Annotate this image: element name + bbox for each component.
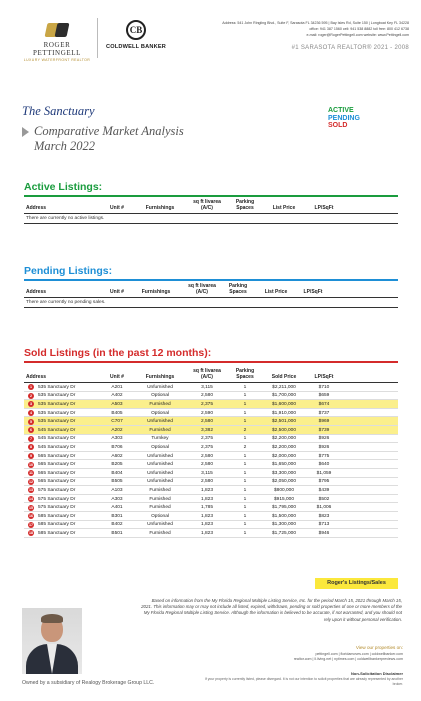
cell-sqft: 1,785 [200, 505, 213, 511]
table-row [24, 400, 398, 409]
col-furnishings: Furnishings [145, 373, 175, 380]
cell-unit: B205 [111, 462, 123, 468]
cell-parking: 1 [243, 470, 247, 476]
cell-parking: 2 [243, 444, 247, 450]
col-address: Address [26, 373, 47, 380]
table-row [24, 409, 398, 418]
cell-furnishings: Unfurnished [147, 522, 173, 528]
cell-unit: B405 [111, 410, 123, 416]
cell-furnishings: Furnished [149, 401, 171, 407]
active-heading: Active Listings: [24, 181, 103, 193]
table-header [24, 199, 398, 214]
col-sqft: sq ft livarea (A/C) [188, 283, 216, 295]
pending-table [24, 283, 398, 308]
table-row [24, 503, 398, 512]
cell-address: 545 Sanctuary Dr [38, 427, 76, 433]
cell-unit: B404 [111, 470, 123, 476]
col-parking: Parking Spaces [235, 199, 255, 211]
cell-unit: A503 [111, 401, 123, 407]
cell-lpsqft: $739 [318, 427, 330, 433]
cell-parking: 1 [243, 419, 247, 425]
table-row [24, 426, 398, 435]
cb-name: COLDWELL BANKER [105, 44, 167, 50]
brand-name: ROGER PETTINGELL [33, 41, 81, 57]
cell-sqft: 2,580 [200, 462, 213, 468]
cell-sqft: 2,580 [200, 479, 213, 485]
table-row [24, 443, 398, 452]
sold-rows [24, 383, 398, 538]
cell-parking: 1 [243, 410, 247, 416]
pending-empty-message: There are currently no pending sales. [24, 298, 398, 308]
cell-lpsqft: $439 [318, 487, 330, 493]
cell-parking: 1 [243, 384, 247, 390]
table-header [24, 367, 398, 383]
table-row [24, 486, 398, 495]
cell-parking: 1 [243, 505, 247, 511]
cell-sqft: 3,115 [201, 470, 213, 476]
cell-lpsqft: $1,006 [316, 505, 332, 511]
cell-parking: 1 [243, 487, 247, 493]
cell-furnishings: Unfurnished [147, 462, 173, 468]
row-number-badge: 13 [29, 488, 33, 493]
cell-parking: 1 [243, 479, 247, 485]
cell-unit: B301 [111, 513, 123, 519]
cell-furnishings: Furnished [149, 487, 171, 493]
cell-sqft: 2,375 [200, 444, 213, 450]
col-furnishings: Furnishings [145, 204, 175, 211]
cell-furnishings: Turnkey [151, 436, 169, 442]
col-lpsqft: LP/SqFt [314, 373, 334, 380]
col-unit: Unit # [110, 288, 124, 295]
col-price: Sold Price [271, 373, 297, 380]
non-solicitation-text: If your property is currently listed, please disregard. It is not our intention to solicit properties that are already represented by another broker. [204, 677, 403, 686]
roger-pettingell-logo [22, 22, 92, 62]
cell-parking: 1 [243, 530, 247, 536]
cell-address: 575 Sanctuary Dr [38, 505, 76, 511]
col-parking: Parking Spaces [228, 283, 248, 295]
report-type: Comparative Market Analysis [34, 124, 184, 138]
contact-phone: office: 941 387 1560 cell: 941 538 8882 toll free: 800 412 6738 [309, 27, 409, 31]
cell-sold-price: $1,650,000 [271, 462, 296, 468]
table-row [24, 495, 398, 504]
row-number-badge: 11 [29, 471, 33, 476]
row-number-badge: 3 [30, 402, 32, 407]
status-legend [328, 107, 360, 130]
cell-unit: A402 [111, 393, 123, 399]
listings-tag: Roger's Listings/Sales [315, 578, 398, 589]
cell-sqft: 1,823 [200, 522, 213, 528]
cell-parking: 1 [243, 462, 247, 468]
cell-sold-price: $2,050,000 [271, 479, 296, 485]
col-sqft: sq ft livarea (A/C) [193, 368, 221, 380]
cell-sqft: 1,823 [200, 513, 213, 519]
legend-pending: PENDING [328, 114, 360, 122]
cell-lpsqft: $659 [318, 393, 330, 399]
cell-sold-price: $915,000 [273, 496, 294, 502]
cell-sqft: 1,823 [200, 530, 213, 536]
cell-address: 535 Sanctuary Dr [38, 401, 76, 407]
cell-unit: B706 [111, 444, 123, 450]
cell-address: 535 Sanctuary Dr [38, 419, 76, 425]
row-number-badge: 8 [30, 445, 32, 450]
cell-sold-price: $2,200,000 [271, 436, 296, 442]
sold-table [24, 367, 398, 538]
cell-unit: A202 [111, 427, 123, 433]
contact-info [179, 20, 409, 38]
cell-lpsqft: $795 [318, 479, 330, 485]
col-unit: Unit # [110, 373, 124, 380]
mls-disclaimer: Based on information from the My Florida Regional Multiple Listing Service, Inc. for the period March 15, 2021 through March 15, 2021. This information may or may not include all listed, expired, withdrawn, pending or sold properties of one or more members of the My Florida Regional Multiple Listing Service. Although the information is believed to be accurate, if not warranted, and you should not rely upon it without personal verification. [141, 598, 402, 622]
row-number-badge: 18 [29, 531, 33, 536]
cell-furnishings: Furnished [149, 427, 171, 433]
cell-address: 565 Sanctuary Dr [38, 470, 76, 476]
cell-lpsqft: $1,059 [316, 470, 332, 476]
cell-furnishings: Optional [151, 444, 169, 450]
cell-lpsqft: $737 [318, 410, 330, 416]
cell-furnishings: Furnished [149, 496, 171, 502]
table-row [24, 452, 398, 461]
cell-lpsqft: $969 [318, 419, 330, 425]
cb-emblem-icon: CB [126, 20, 146, 40]
cell-address: 535 Sanctuary Dr [38, 393, 76, 399]
table-row [24, 469, 398, 478]
cell-sold-price: $800,000 [273, 487, 294, 493]
legend-sold: SOLD [328, 122, 348, 129]
row-number-badge: 14 [29, 497, 33, 502]
cell-furnishings: Unfurnished [147, 384, 173, 390]
cell-address: 565 Sanctuary Dr [38, 479, 76, 485]
cell-unit: C707 [111, 419, 123, 425]
legend-active: ACTIVE [328, 107, 354, 114]
cell-address: 585 Sanctuary Dr [38, 522, 76, 528]
col-price: List Price [272, 204, 296, 211]
cell-parking: 1 [243, 513, 247, 519]
view-properties-label: View our properties on: [355, 645, 403, 650]
cell-unit: B501 [111, 530, 123, 536]
cell-lpsqft: $502 [318, 496, 330, 502]
table-row [24, 478, 398, 487]
cell-lpsqft: $823 [318, 513, 330, 519]
cell-lpsqft: $775 [318, 453, 330, 459]
cell-address: 535 Sanctuary Dr [38, 410, 76, 416]
col-address: Address [26, 288, 47, 295]
cell-lpsqft: $674 [318, 401, 330, 407]
cell-sqft: 1,823 [200, 496, 213, 502]
cell-sqft: 3,115 [201, 384, 213, 390]
rp-emblem-icon [44, 22, 70, 38]
cell-lpsqft: $926 [318, 444, 330, 450]
cell-sqft: 2,590 [200, 410, 213, 416]
cell-sold-price: $2,501,000 [271, 419, 296, 425]
contact-address: Address: 541 John Ringling Blvd., Suite F, Sarasota FL 34236 595 | Bay Isles Rd, Suite 150 | Longboat Key FL 34228 [222, 21, 409, 25]
table-row [24, 383, 398, 392]
active-empty-message: There are currently no active listings. [24, 214, 398, 224]
cell-parking: 1 [243, 393, 247, 399]
cell-unit: B505 [111, 479, 123, 485]
cell-unit: A602 [111, 453, 123, 459]
row-number-badge: 10 [29, 462, 33, 467]
cell-unit: A303 [111, 436, 123, 442]
cell-address: 535 Sanctuary Dr [38, 384, 76, 390]
cell-sold-price: $1,910,000 [271, 410, 296, 416]
table-row [24, 392, 398, 401]
cell-furnishings: Unfurnished [147, 419, 173, 425]
sold-rule [24, 361, 398, 363]
col-parking: Parking Spaces [235, 368, 255, 380]
col-unit: Unit # [110, 204, 124, 211]
property-websites [163, 652, 403, 662]
col-lpsqft: LP/SqFt [303, 288, 323, 295]
row-number-badge: 9 [30, 454, 32, 459]
cell-sold-price: $1,600,000 [271, 401, 296, 407]
cell-sold-price: $2,000,000 [271, 453, 296, 459]
cell-parking: 1 [243, 496, 247, 502]
cell-lpsqft: $710 [318, 384, 330, 390]
brand-tagline: LUXURY WATERFRONT REALTOR [23, 58, 91, 62]
active-table [24, 199, 398, 224]
cell-unit: A103 [111, 487, 123, 493]
cell-sqft: 2,580 [200, 453, 213, 459]
col-sqft: sq ft livarea (A/C) [193, 199, 221, 211]
cell-lpsqft: $946 [318, 530, 330, 536]
cell-sqft: 2,580 [200, 419, 213, 425]
cell-unit: A201 [111, 384, 123, 390]
cell-address: 585 Sanctuary Dr [38, 530, 76, 536]
cell-parking: 1 [243, 401, 247, 407]
col-furnishings: Furnishings [141, 288, 171, 295]
cell-address: 545 Sanctuary Dr [38, 436, 76, 442]
cell-sqft: 2,375 [200, 401, 213, 407]
cell-parking: 2 [243, 427, 247, 433]
cell-furnishings: Unfurnished [147, 470, 173, 476]
row-number-badge: 2 [30, 393, 32, 398]
cell-lpsqft: $640 [318, 462, 330, 468]
cell-furnishings: Furnished [149, 530, 171, 536]
ownership-note: Owned by a subsidiary of Realogy Brokerage Group LLC. [22, 680, 155, 686]
agent-photo [22, 608, 82, 674]
cell-sold-price: $1,795,000 [271, 505, 296, 511]
col-lpsqft: LP/SqFt [314, 204, 334, 211]
active-rule [24, 195, 398, 197]
header-divider [97, 18, 98, 58]
page-header [0, 0, 421, 70]
table-row [24, 417, 398, 426]
cell-sold-price: $3,300,000 [271, 470, 296, 476]
table-header [24, 283, 398, 298]
cell-sold-price: $2,211,000 [272, 384, 296, 390]
row-number-badge: 1 [30, 385, 32, 390]
cell-address: 565 Sanctuary Dr [38, 462, 76, 468]
cell-sqft: 2,375 [200, 436, 213, 442]
col-price: List Price [264, 288, 288, 295]
cell-address: 575 Sanctuary Dr [38, 496, 76, 502]
cell-furnishings: Optional [151, 513, 169, 519]
cell-address: 575 Sanctuary Dr [38, 487, 76, 493]
property-title: The Sanctuary [22, 104, 95, 118]
cell-sqft: 2,580 [200, 393, 213, 399]
sold-heading: Sold Listings (in the past 12 months): [24, 347, 212, 359]
realtor-tagline: #1 SARASOTA REALTOR® 2021 - 2008 [291, 45, 409, 51]
cell-sold-price: $1,300,000 [271, 522, 296, 528]
table-row [24, 529, 398, 538]
row-number-badge: 6 [30, 428, 32, 433]
contact-email: e-mail: roger@RogerPettingell.com website: www.Pettingell.com [306, 33, 409, 37]
triangle-bullet-icon [22, 127, 29, 137]
cell-address: 565 Sanctuary Dr [38, 453, 76, 459]
row-number-badge: 5 [30, 419, 32, 424]
row-number-badge: 17 [29, 522, 33, 527]
table-row [24, 521, 398, 530]
table-row [24, 512, 398, 521]
cell-sold-price: $2,200,000 [271, 444, 296, 450]
table-row [24, 435, 398, 444]
report-subtitle [22, 124, 184, 154]
row-number-badge: 7 [30, 436, 32, 441]
coldwell-banker-logo [104, 20, 168, 50]
cell-address: 585 Sanctuary Dr [38, 513, 76, 519]
cell-parking: 1 [243, 453, 247, 459]
websites-line: pettingell.com | floridamoves.com | coldwellbanker.com [315, 652, 403, 656]
cell-sold-price: $1,500,000 [271, 513, 296, 519]
cell-address: 545 Sanctuary Dr [38, 444, 76, 450]
cell-sqft: 1,823 [200, 487, 213, 493]
pending-heading: Pending Listings: [24, 265, 113, 277]
cell-parking: 1 [243, 436, 247, 442]
row-number-badge: 16 [29, 514, 33, 519]
non-solicitation-title: Non-Solicitation Disclaimer [350, 671, 403, 676]
table-row [24, 460, 398, 469]
report-date: March 2022 [34, 139, 95, 153]
cell-lpsqft: $926 [318, 436, 330, 442]
cell-unit: A303 [111, 496, 123, 502]
websites-line: realtor.com | ll.living.net | nytimes.com | coldwellbankerpreviews.com [293, 657, 403, 661]
col-address: Address [26, 204, 47, 211]
row-number-badge: 12 [29, 479, 33, 484]
cell-furnishings: Unfurnished [147, 479, 173, 485]
cell-lpsqft: $713 [318, 522, 330, 528]
row-number-badge: 4 [30, 411, 32, 416]
cell-sold-price: $1,725,000 [271, 530, 296, 536]
cell-sold-price: $2,500,000 [271, 427, 296, 433]
cell-furnishings: Optional [151, 393, 169, 399]
cell-furnishings: Optional [151, 410, 169, 416]
cell-furnishings: Unfurnished [147, 453, 173, 459]
cell-furnishings: Furnished [149, 505, 171, 511]
pending-rule [24, 279, 398, 281]
cell-sold-price: $1,700,000 [271, 393, 296, 399]
cell-unit: B402 [111, 522, 123, 528]
row-number-badge: 15 [29, 505, 33, 510]
cell-unit: A401 [111, 505, 123, 511]
cell-parking: 1 [243, 522, 247, 528]
cell-sqft: 3,382 [200, 427, 213, 433]
